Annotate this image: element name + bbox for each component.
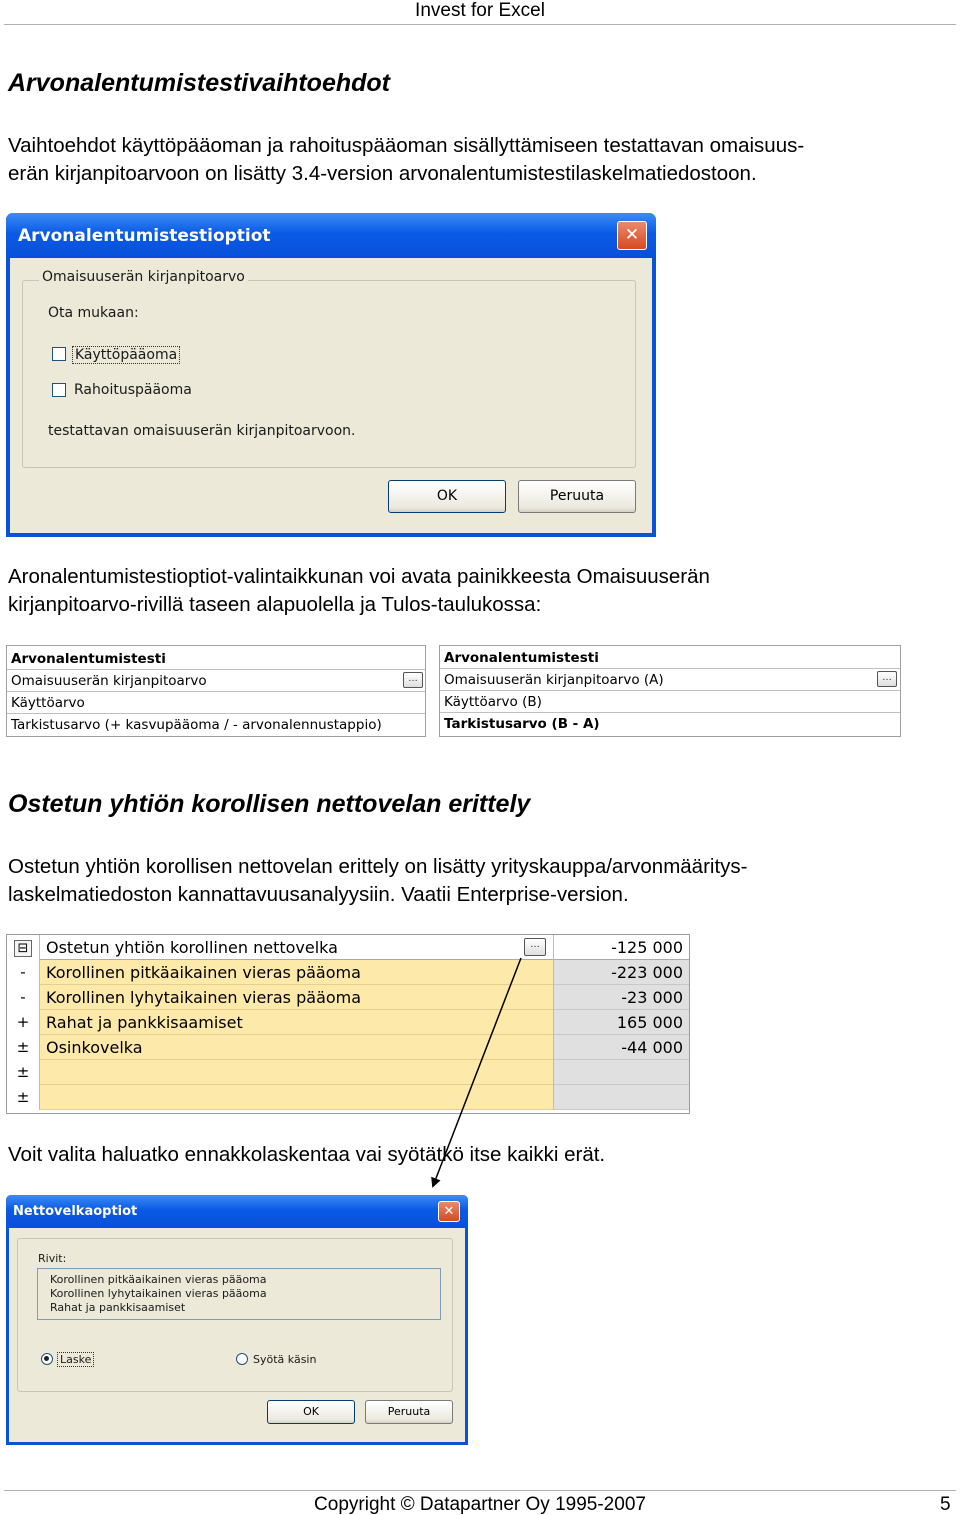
grid-row-check-value: Tarkistusarvo (+ kasvupääoma / - arvonalennustappio) [11,717,382,733]
row-sign: - [7,960,39,985]
row-sign: + [7,1010,39,1035]
grid-row-value-in-use: Käyttöarvo [7,692,425,714]
grid-row-book-value-a: Omaisuuserän kirjanpitoarvo (A) [440,669,900,691]
grid-row-check-value-b-a: Tarkistusarvo (B - A) [444,716,600,732]
list-item[interactable]: Rahat ja pankkisaamiset [50,1301,186,1314]
manual-entry-label[interactable]: Syötä käsin [253,1353,317,1366]
calculate-label[interactable]: Laske [57,1352,94,1367]
section4-paragraph: Voit valita haluatko ennakkolaskentaa vai syötätkö itse kaikki erät. [8,1143,606,1166]
close-icon[interactable]: ✕ [438,1201,460,1222]
dialog-note: testattavan omaisuuserän kirjanpitoarvoon. [48,423,356,439]
row-label[interactable]: Rahat ja pankkisaamiset [39,1010,553,1035]
row-value: -23 000 [553,985,689,1010]
row-sign: ± [7,1035,39,1060]
section3-paragraph-line2: laskelmatiedoston kannattavuusanalyysiin. Vaatii Enterprise-version. [8,883,629,906]
section1-paragraph-line1: Vaihtoehdot käyttöpääoman ja rahoituspääoman sisällyttämiseen testattavan omaisuus- [8,134,805,157]
row-value: -223 000 [553,960,689,985]
net-debt-total: -125 000 [553,935,689,960]
grid-row-title: Arvonalentumistesti [440,647,900,669]
close-icon[interactable]: ✕ [617,221,647,250]
ellipsis-button[interactable]: … [403,672,423,688]
financing-capital-label[interactable]: Rahoituspääoma [74,382,192,398]
row-sign: ± [7,1060,39,1085]
group-label: Omaisuuserän kirjanpitoarvo [39,269,248,285]
section3-paragraph-line1: Ostetun yhtiön korollisen nettovelan erittely on lisätty yrityskauppa/arvonmääritys- [8,855,748,878]
footer-copyright: Copyright © Datapartner Oy 1995-2007 [314,1494,646,1515]
cancel-button[interactable]: Peruuta [518,480,636,513]
row-sign: ± [7,1085,39,1110]
section-heading-impairment-options: Arvonalentumistestivaihtoehdot [8,69,390,97]
dialog-title: Arvonalentumistestioptiot [18,226,271,246]
section2-paragraph-line1: Aronalentumistestioptiot-valintaikkunan voi avata painikkeesta Omaisuuserän [8,565,710,588]
row-label[interactable]: Osinkovelka [39,1035,553,1060]
footer-divider [4,1490,956,1491]
ok-button[interactable]: OK [388,480,506,513]
section-heading-net-debt: Ostetun yhtiön korollisen nettovelan erittely [8,790,531,818]
row-sign: - [7,985,39,1010]
cancel-button[interactable]: Peruuta [365,1400,453,1424]
page-header-title: Invest for Excel [415,0,545,21]
row-label[interactable]: Korollinen pitkäaikainen vieras pääoma [39,960,553,985]
ellipsis-button[interactable]: … [524,938,546,956]
list-item[interactable]: Korollinen lyhytaikainen vieras pääoma [50,1287,267,1300]
section2-paragraph-line2: kirjanpitoarvo-rivillä taseen alapuolella ja Tulos-taulukossa: [8,593,542,616]
grid-row-book-value: Omaisuuserän kirjanpitoarvo [7,670,425,692]
working-capital-label[interactable]: Käyttöpääoma [72,346,180,364]
ellipsis-button[interactable]: … [877,671,897,687]
grid-row-title: Arvonalentumistesti [7,648,425,670]
list-item[interactable]: Korollinen pitkäaikainen vieras pääoma [50,1273,267,1286]
page-number: 5 [940,1494,951,1515]
row-value: -44 000 [553,1035,689,1060]
dialog-title: Nettovelkaoptiot [13,1204,138,1219]
net-debt-title: Ostetun yhtiön korollinen nettovelka [39,935,553,960]
row-label[interactable]: Korollinen lyhytaikainen vieras pääoma [39,985,553,1010]
rows-label: Rivit: [38,1252,67,1265]
grid-row-value-in-use-b: Käyttöarvo (B) [440,691,900,713]
collapse-icon[interactable]: ⊟ [7,935,39,960]
row-value: 165 000 [553,1010,689,1035]
ok-button[interactable]: OK [267,1400,355,1424]
section1-paragraph-line2: erän kirjanpitoarvoon on lisätty 3.4-version arvonalentumistestilaskelmatiedostoon. [8,162,757,185]
include-label: Ota mukaan: [48,305,139,321]
